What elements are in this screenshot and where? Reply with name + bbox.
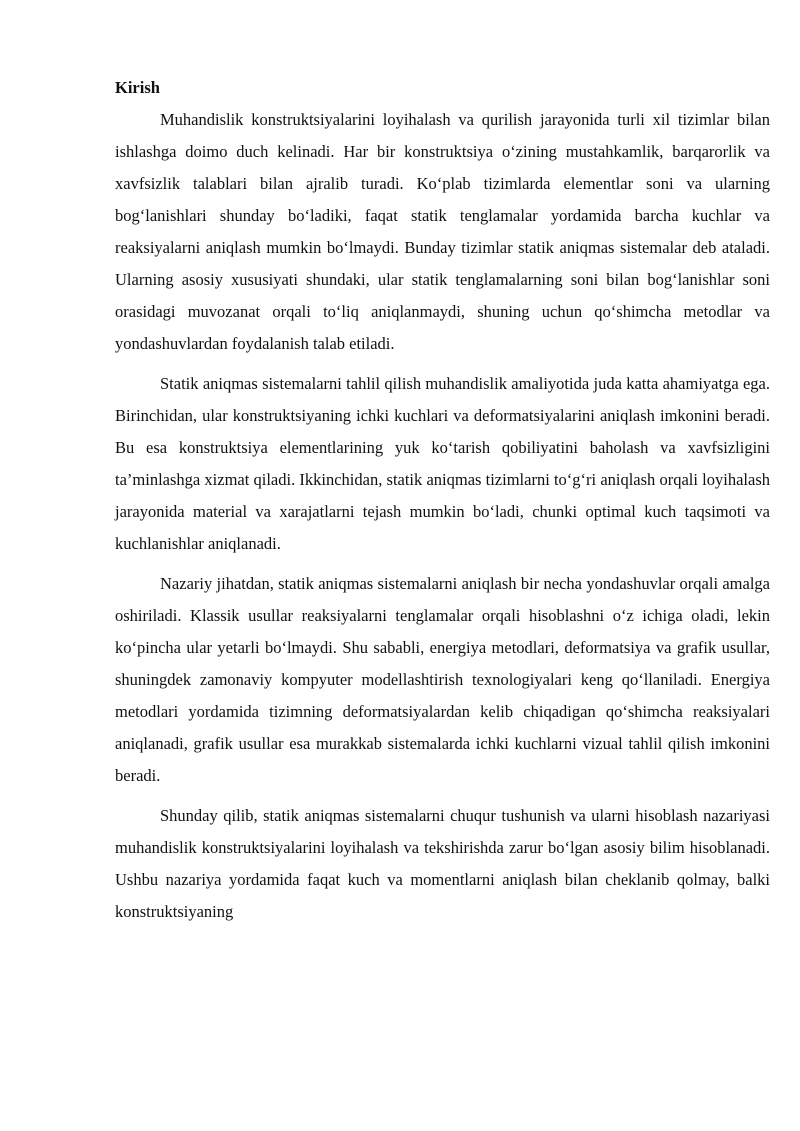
paragraph-4: Shunday qilib, statik aniqmas sistemalarni chuqur tushunish va ularni hisoblash nazariyasi muhandislik konstruktsiyalarini loyihalash va tekshirishda zarur bo‘lgan asosiy bilim hisoblanadi. Ushbu nazariya yordamida faqat kuch va momentlarni aniqlash bilan cheklanib qolmay, balki konstruktsiyaning [115,806,770,921]
section-heading: Kirish [115,78,160,97]
paragraph-1: Muhandislik konstruktsiyalarini loyihalash va qurilish jarayonida turli xil tizimlar bilan ishlashga doimo duch kelinadi. Har bir konstruktsiya o‘zining mustahkamlik, barqarorlik va xavfsizlik talablari bilan ajralib turadi. Ko‘plab tizimlarda elementlar soni va ularning bog‘lanishlari shunday bo‘ladiki, faqat statik tenglamalar yordamida barcha kuchlar va reaksiyalarni aniqlash mumkin bo‘lmaydi. Bunday tizimlar statik aniqmas sistemalar deb ataladi. Ularning asosiy xususiyati shundaki, ular statik tenglamalarning soni bilan bog‘lanishlar soni orasidagi muvozanat orqali to‘liq aniqlanmaydi, shuning uchun qo‘shimcha metodlar va yondashuvlardan foydalanish talab etiladi. [115,110,770,353]
document-page [115,72,770,936]
paragraph-3: Nazariy jihatdan, statik aniqmas sistemalarni aniqlash bir necha yondashuvlar orqali amalga oshiriladi. Klassik usullar reaksiyalarni tenglamalar orqali hisoblashni o‘z ichiga oladi, lekin ko‘pincha ular yetarli bo‘lmaydi. Shu sababli, energiya metodlari, deformatsiya va grafik usullar, shuningdek zamonaviy kompyuter modellashtirish texnologiyalari keng qo‘llaniladi. Energiya metodlari yordamida tizimning deformatsiyalardan kelib chiqadigan qo‘shimcha reaksiyalari aniqlanadi, grafik usullar esa murakkab sistemalarda ichki kuchlarni vizual tahlil qilish imkonini beradi. [115,574,770,785]
paragraph-2: Statik aniqmas sistemalarni tahlil qilish muhandislik amaliyotida juda katta ahamiyatga ega. Birinchidan, ular konstruktsiyaning ichki kuchlari va deformatsiyalarini aniqlash imkonini beradi. Bu esa konstruktsiya elementlarining yuk ko‘tarish qobiliyatini baholash va xavfsizligini ta’minlashga xizmat qiladi. Ikkinchidan, statik aniqmas tizimlarni to‘g‘ri aniqlash orqali loyihalash jarayonida material va xarajatlarni tejash mumkin bo‘ladi, chunki optimal kuch taqsimoti va kuchlanishlar aniqlanadi. [115,374,770,553]
